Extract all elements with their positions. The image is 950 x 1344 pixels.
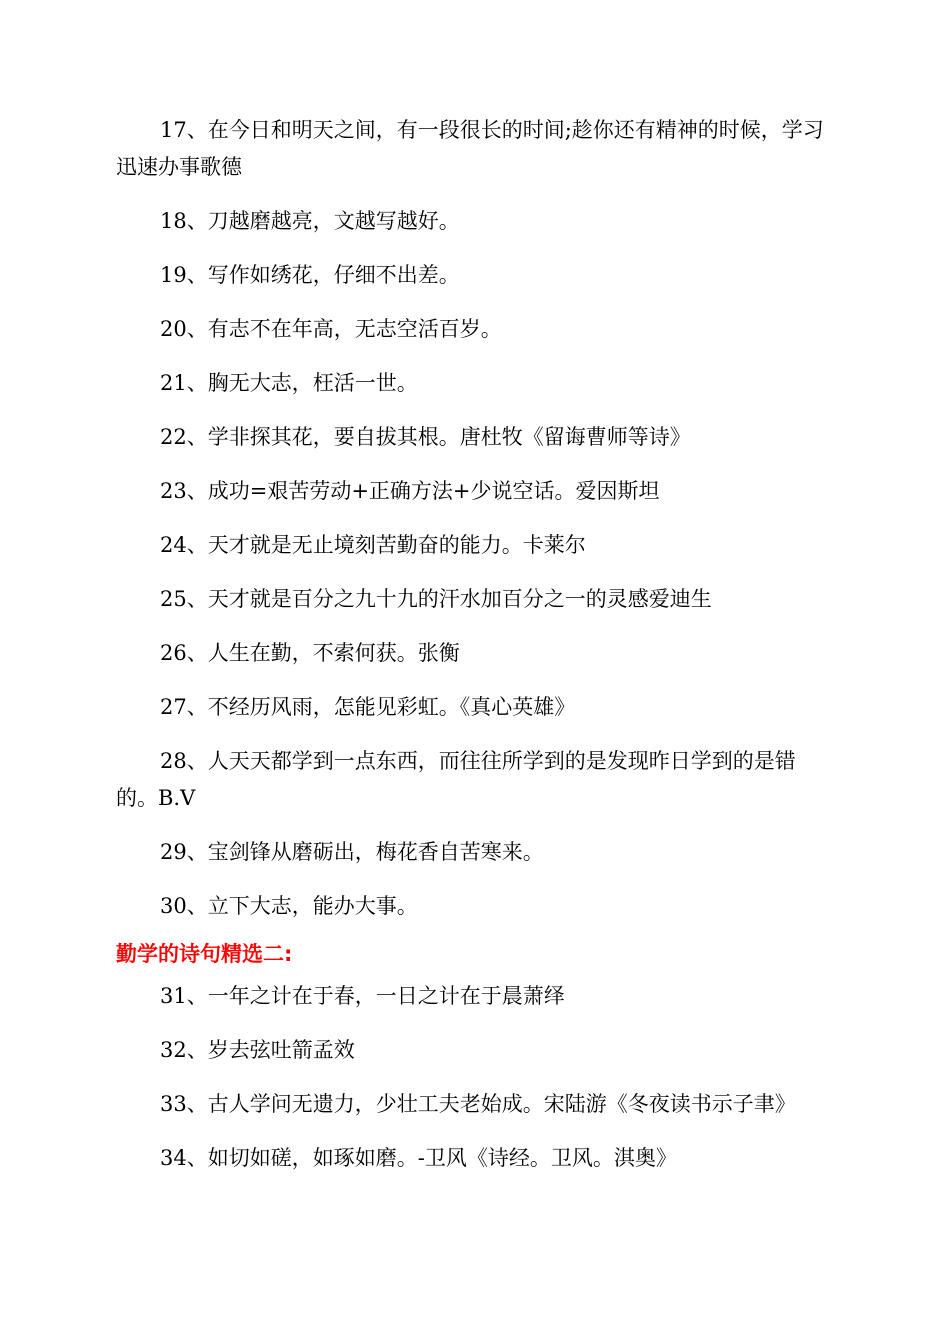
quote-item-20: 20、有志不在年高，无志空活百岁。 <box>160 317 502 341</box>
quote-item-24: 24、天才就是无止境刻苦勤奋的能力。卡莱尔 <box>160 533 586 557</box>
document-content <box>116 112 832 1194</box>
quote-item-21: 21、胸无大志，枉活一世。 <box>160 371 418 395</box>
quote-item-22: 22、学非探其花，要自拔其根。唐杜牧《留诲曹师等诗》 <box>160 425 691 449</box>
quote-item-25: 25、天才就是百分之九十九的汗水加百分之一的灵感爱迪生 <box>160 587 712 611</box>
quote-item-31: 31、一年之计在于春，一日之计在于晨萧绎 <box>160 984 565 1008</box>
quote-item-30: 30、立下大志，能办大事。 <box>160 894 418 918</box>
quote-item-28: 28、人天天都学到一点东西，而往往所学到的是发现昨日学到的是错的。B.V <box>116 749 796 810</box>
quote-item-17: 17、在今日和明天之间，有一段很长的时间;趁你还有精神的时候，学习迅速办事歌德 <box>116 118 824 179</box>
quote-item-18: 18、刀越磨越亮，文越写越好。 <box>160 209 460 233</box>
quote-item-26: 26、人生在勤，不索何获。张衡 <box>160 641 460 665</box>
quote-item-29: 29、宝剑锋从磨砺出，梅花香自苦寒来。 <box>160 840 544 864</box>
quote-item-19: 19、写作如绣花，仔细不出差。 <box>160 263 460 287</box>
quote-item-23: 23、成功=艰苦劳动+正确方法+少说空话。爱因斯坦 <box>160 479 660 503</box>
quote-item-34: 34、如切如磋，如琢如磨。-卫风《诗经。卫风。淇奥》 <box>160 1146 677 1170</box>
quote-item-27: 27、不经历风雨，怎能见彩虹。《真心英雄》 <box>160 695 576 719</box>
section-heading: 勤学的诗句精选二: <box>116 942 293 966</box>
quote-item-32: 32、岁去弦吐箭孟效 <box>160 1038 355 1062</box>
quote-item-33: 33、古人学问无遗力，少壮工夫老始成。宋陆游《冬夜读书示子聿》 <box>160 1092 796 1116</box>
